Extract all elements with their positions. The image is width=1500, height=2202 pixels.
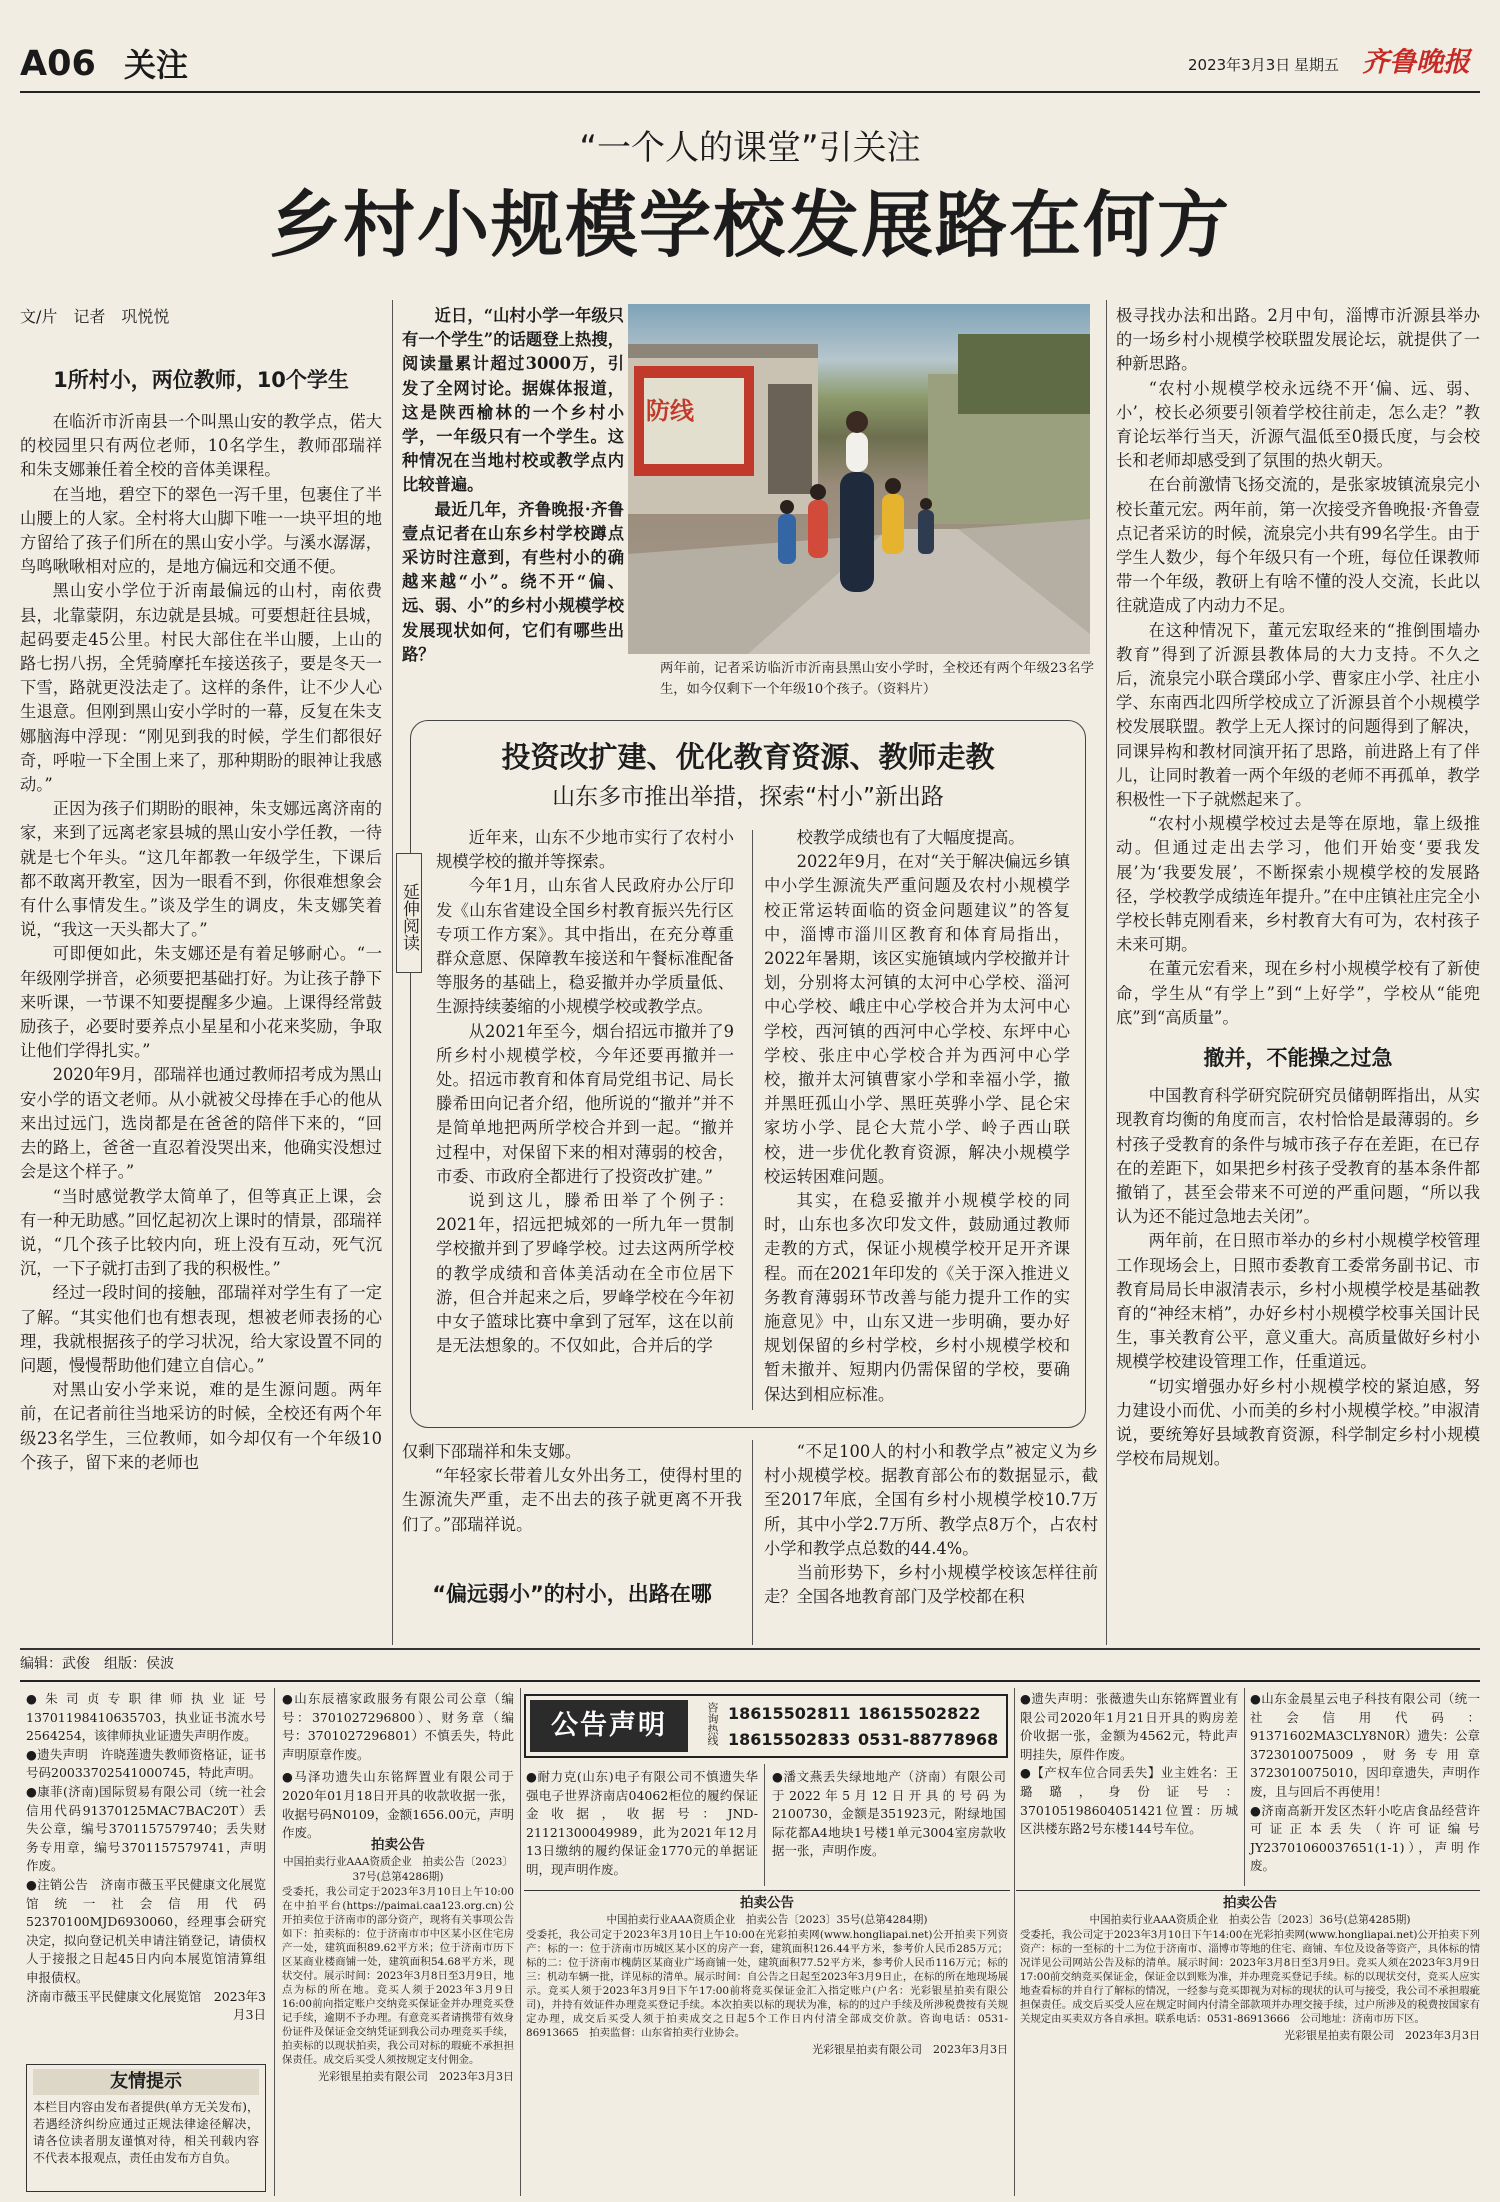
story-column-1 [20, 358, 382, 1638]
auction-signature: 光彩银星拍卖有限公司 2023年3月3日 [1284, 2029, 1480, 2042]
hotline-phone: 18615502822 [858, 1704, 981, 1723]
notice-item: ●朱司贞专职律师执业证号13701198410635703，执业证书流水号2564254，该律师执业证遗失声明作废。 [26, 1691, 266, 1744]
auction-title: 拍卖公告 [1223, 1895, 1277, 1911]
paragraph: 对黑山安小学来说，难的是生源问题。两年前，在记者前往当地采访的时候，全校还有两个年级23名学生，三位教师，如今却仅有一个年级10个孩子，留下来的老师也 [20, 1380, 382, 1472]
auction-title: 拍卖公告 [371, 1837, 425, 1853]
paragraph: 中国教育科学研究院研究员储朝晖指出，从实现教育均衡的角度而言，农村恰恰是最薄弱的。乡村孩子受教育的条件与城市孩子存在差距，在已存在的差距下，如果把乡村孩子受教育的基本条件都撤销了，甚至会带来不可逆的严重问题，“所以我认为还不能过急地去关闭”。 [1116, 1086, 1480, 1227]
paragraph: “当时感觉教学太简单了，但等真正上课，会有一种无助感。”回忆起初次上课时的情景，邵瑞祥说，“几个孩子比较内向，班上没有互动，死气沉沉，一下子就打击到了我的积极性。” [20, 1186, 382, 1279]
paragraph: 正因为孩子们期盼的眼神，朱支娜远离济南的家，来到了远离老家县城的黑山安小学任教，一待就是七个年头。“这几年都教一年级学生，下课后都不敢离开教室，因为一眼看不到，你很难想象会有什么事情发生。”谈及学生的调皮，朱支娜笑着说，“我这一天头都大了。” [20, 799, 382, 940]
notice-item: ●遗失声明：张薇遗失山东铭辉置业有限公司2020年1月21日开具的购房差价收据一张，金额为4562元，特此声明挂失，原件作废。 [1020, 1691, 1238, 1762]
ads-divider [274, 1688, 275, 2196]
subhead-remote-schools: “偏远弱小”的村小，出路在哪 [432, 1582, 712, 1606]
auction-notice-3 [1020, 1894, 1480, 2192]
ads-rule [20, 1680, 1480, 1682]
hotline-phone: 18615502833 [728, 1730, 851, 1749]
classified-column-6 [1250, 1690, 1480, 1886]
notice-item: ●遗失声明 许晓莲遗失教师资格证，证书号码20033702541000745，特此声明。 [26, 1746, 266, 1781]
paragraph: 今年1月，山东省人民政府办公厅印发《山东省建设全国乡村教育振兴先行区专项工作方案》。其中指出，在充分尊重群众意愿、保障教车接送和午餐标准配备等服务的基础上，稳妥撤并办学质量低、生源持续萎缩的小规模学校或教学点。 [436, 876, 734, 1017]
school-photo [628, 304, 1090, 654]
ads-divider [764, 1764, 765, 1886]
story-column-5 [1116, 304, 1480, 1640]
paragraph: 2022年9月，在对“关于解决偏远乡镇中小学生源流失严重问题及农村小规模学校正常运转面临的资金问题建议”的答复中，淄博市淄川区教育和体育局指出，2022年暑期，该区实施镇域内学校撤并计划，分别将太河镇的太河中心学校、淄河中心学校、峨庄中心学校合并为太河中心学校，西河镇的西河中心学校、东坪中心学校、张庄中心学校合并为西河中心学校，撤并太河镇曹家小学和幸福小学，撤并黑旺孤山小学、黑旺英骅小学、昆仑宋家坊小学、昆仑大荒小学、岭子西山联校，进一步优化教育资源，解决小规模学校运转困难问题。 [764, 852, 1070, 1186]
section-name: 关注 [124, 46, 189, 84]
paragraph: 在临沂市沂南县一个叫黑山安的教学点，偌大的校园里只有两位老师，10名学生，教师邵瑞祥和朱支娜兼任着全校的音体美课程。 [20, 412, 382, 480]
photo-banner-text: 防线 [646, 397, 694, 425]
notice-item: ●潘文燕丢失绿地地产（济南）有限公司于2022年5月12日开具的号码为2100730，金额是351923元，附绿地国际花都A4地块1号楼1单元3004室房款收据一张，声明作废。 [772, 1769, 1006, 1859]
auction-text: 受委托，我公司定于2023年3月10日下午14:00在光彩拍卖网(www.hongliapai.net)公开拍卖下列资产：标的一至标的十二为位于济南市、淄博市等地的住宅、商铺、车位及设备等资产，具体标的情况详见公司网站公告及标的清单。展示时间：2023年3月8日至3月9日。竞买人须在2023年3月9日17:00前交纳竞买保证金，保证金以到账为准，并办理竞买登记手续。标的以现状交付，竞买人应实地查看标的并自行了解标的情况，一经参与竞买即视为对标的现状的认可与接受，我公司不承担瑕疵担保责任。成交后买受人应在规定时间内付清全部款项并办理交接手续，过户所涉及的税费按国家有关规定由买卖双方各自承担。联系电话：0531-86913666 公司地址：济南市历下区。 [1020, 1929, 1480, 2025]
box-subtitle: 山东多市推出举措，探索“村小”新出路 [552, 784, 944, 810]
auction-org: 中国拍卖行业AAA资质企业 拍卖公告〔2023〕35号(总第4284期) [606, 1914, 928, 1926]
byline: 文/片 记者 巩悦悦 [20, 307, 170, 326]
auction-notice-2 [526, 1894, 1008, 2192]
auction-signature: 光彩银星拍卖有限公司 2023年3月3日 [812, 2043, 1008, 2056]
masthead-rule [20, 91, 1480, 93]
issue-date: 2023年3月3日 [1188, 56, 1291, 74]
headline-title: 乡村小规模学校发展路在何方 [268, 183, 1231, 267]
notice-item: ●康菲(济南)国际贸易有限公司（统一社会信用代码91370125MAC7BAC20T）丢失公章，编号3701157579740；丢失财务专用章，编号3701157579741，声明作废。 [26, 1783, 266, 1874]
auction-org: 中国拍卖行业AAA资质企业 拍卖公告〔2023〕37号(总第4286期) [282, 1856, 513, 1883]
paragraph: 最近几年，齐鲁晚报·齐鲁壹点记者在山东乡村学校蹲点采访时注意到，有些村小的确越来越“小”。绕不开“偏、远、弱、小”的乡村小规模学校发展现状如何，它们有哪些出路？ [402, 499, 624, 664]
notice-item: ●山东金晨星云电子科技有限公司（统一社会信用代码：91371602MA3CLY8N0R）遗失：公章3723010075009，财务专用章3723010075010，因印章遗失，声明作废，且与回后不再使用！ [1250, 1691, 1480, 1799]
story-intro [402, 304, 624, 704]
ads-rule-inner [1016, 1890, 1480, 1891]
box-title: 投资改扩建、优化教育资源、教师走教 [501, 740, 995, 774]
auction-notice-1 [282, 1836, 514, 2192]
friendly-reminder-box [26, 2064, 266, 2192]
auction-text: 受委托，我公司定于2023年3月10日上午10:00在光彩拍卖网(www.hongliapai.net)公开拍卖下列资产：标的一：位于济南市历城区某小区的房产一套，建筑面积126.44平方米，参考价人民币285万元；标的二：位于济南市槐荫区某商业广场商铺一处，建筑面积77.52平方米，参考价人民币116万元；标的三：机动车辆一批，详见标的清单。展示时间：自公告之日起至2023年3月9日止，在标的所在地现场展示。竞买人须于2023年3月9日下午17:00前将竞买保证金汇入指定账户(户名：光彩银星拍卖有限公司)，并持有效证件办理竞买登记手续。本次拍卖以标的现状为准，标的的过户手续及所涉税费按有关规定办理，成交后买受人须于拍卖成交之日起5个工作日内付清全部成交价款。咨询电话：0531-86913665 拍卖监督：山东省拍卖行业协会。 [526, 1929, 1008, 2039]
paragraph: “不足100人的村小和教学点”被定义为乡村小规模学校。据教育部公布的数据显示，截至2017年底，全国有乡村小规模学校10.7万所，其中小学2.7万所、教学点8万个，占农村小学和教学点总数的44.4%。 [764, 1442, 1098, 1558]
paragraph: 黑山安小学位于沂南最偏远的山村，南依费县，北靠蒙阴，东边就是县城。可要想赶往县城，起码要走45公里。村民大部住在半山腰，上山的路七拐八拐，全凭骑摩托车接送孩子，要是冬天一下雪，路就更没法走了。这样的条件，让不少人心生退意。但刚到黑山安小学时的一幕，反复在朱支娜脑海中浮现：“刚见到我的时候，学生们都很好奇，呼啦一下全围上来了，那种期盼的眼神让我感动。” [20, 581, 382, 795]
subhead-village-school: 1所村小，两位教师，10个学生 [53, 368, 349, 392]
paragraph: 校教学成绩也有了大幅度提高。 [796, 828, 1025, 847]
headline-kicker: “一个人的课堂”引关注 [579, 128, 921, 168]
classified-column-2 [282, 1690, 514, 1841]
classified-column-5 [1020, 1690, 1238, 1886]
auction-title: 拍卖公告 [740, 1895, 794, 1911]
editor-credits: 编辑：武俊 组版：侯波 [20, 1656, 174, 1672]
classified-column-1 [26, 1690, 266, 2058]
notice-banner-title: 公告声明 [530, 1700, 688, 1752]
paragraph: 说到这儿，滕希田举了个例子：2021年，招远把城郊的一所九年一贯制学校撤并到了罗峰学校。过去这两所学校的教学成绩和音体美活动在全市位居下游，但合并起来之后，罗峰学校在今年初中女子篮球比赛中拿到了冠军，这在以前是无法想象的。不仅如此，合并后的学 [436, 1191, 734, 1356]
classified-column-3 [526, 1768, 758, 1884]
notice-item: ●注销公告 济南市薇玉平民健康文化展览馆统一社会信用代码52370100MJD6930060，经理事会研究决定，拟向登记机关申请注销登记，请债权人于接报之日起45日内向本展览馆清算组申报债权。 [26, 1876, 266, 1985]
related-reading-label: 延伸阅读 [396, 853, 422, 973]
paragraph: 在董元宏看来，现在乡村小规模学校有了新使命，学生从“有学上”到“上好学”，学校从“能兜底”到“高质量”。 [1116, 959, 1480, 1027]
box-column-divider [752, 830, 753, 1410]
paragraph: 在当地，碧空下的翠色一泻千里，包裹住了半山腰上的人家。全村将大山脚下唯一一块平坦的地方留给了孩子们所在的黑山安小学。与溪水潺潺，鸟鸣啾啾相对应的，是地方偏远和交通不便。 [20, 484, 382, 577]
paragraph: 近年来，山东不少地市实行了农村小规模学校的撤并等探索。 [436, 828, 734, 872]
hotline-label: 咨询热线 [706, 1702, 719, 1746]
issue-weekday: 星期五 [1294, 56, 1340, 74]
paragraph: “农村小规模学校过去是等在原地，靠上级推动。但通过走出去学习，他们开始变‘要我发展’为‘我要发展’，不断探索小规模学校的发展路径，学校教学成绩连年提升。”在中庄镇社庄完全小学校长韩克刚看来，乡村教育大有可为，农村孩子未来可期。 [1116, 814, 1480, 955]
column-divider [1106, 300, 1107, 1645]
paragraph: 从2021年至今，烟台招远市撤并了9所乡村小规模学校，今年还要再撤并一处。招远市教育和体育局党组书记、局长滕希田向记者介绍，他所说的“撤并”并不是简单地把两所学校合并到一起。“撤并过程中，对保留下来的相对薄弱的校舍，市委、市政府全都进行了投资改扩建。” [436, 1021, 734, 1186]
paper-logo: 齐鲁晚报 [1362, 47, 1470, 78]
story-continued-b [764, 1440, 1098, 1640]
photo-caption: 两年前，记者采访临沂市沂南县黑山安小学时，全校还有两个年级23名学生，如今仅剩下一个年级10个孩子。（资料片） [660, 661, 1094, 697]
notice-item: ●山东辰禧家政服务有限公司公章（编号：3701027296800）、财务章（编号：3701027296801）不慎丢失，特此声明原章作废。 [282, 1691, 514, 1762]
paragraph: 其实，在稳妥撤并小规模学校的同时，山东也多次印发文件，鼓励通过教师走教的方式，保证小规模学校开足开齐课程。而在2021年印发的《关于深入推进义务教育薄弱环节改善与能力提升工作的实施意见》中，山东又进一步明确，要办好规划保留的乡村学校，乡村小规模学校和暂未撤并、短期内仍需保留的学校，要确保达到相应标准。 [764, 1191, 1070, 1404]
paragraph: 极寻找办法和出路。2月中旬，淄博市沂源县举办的一场乡村小规模学校联盟发展论坛，就提供了一种新思路。 [1116, 306, 1480, 374]
notice-item: ●马泽功遗失山东铭辉置业有限公司于2020年01月18日开具的收款收据一张，收据号码N0109，金额1656.00元，声明作废。 [282, 1769, 514, 1841]
paragraph: 当前形势下，乡村小规模学校该怎样往前走？全国各地教育部门及学校都在积 [764, 1563, 1098, 1607]
paragraph: 两年前，在日照市举办的乡村小规模学校管理工作现场会上，日照市委教育工委常务副书记、市教育局局长申淑清表示，乡村小规模学校是基础教育的“神经末梢”，办好乡村小规模学校事关国计民生，事关教育公平，意义重大。高质量做好乡村小规模学校建设管理工作，任重道远。 [1116, 1231, 1480, 1372]
ads-divider [1244, 1688, 1245, 1886]
box-column-b [764, 826, 1070, 1416]
photo-scene [628, 304, 1090, 654]
auction-signature: 光彩银星拍卖有限公司 2023年3月3日 [318, 2070, 514, 2083]
friendly-reminder-text: 本栏目内容由发布者提供(单方无关发布)，若遇经济纠纷应通过正规法律途径解决，请各位读者朋友谨慎对待，相关刊载内容不代表本报观点，责任由发布方自负。 [33, 2100, 259, 2165]
notice-item: ●济南高新开发区杰轩小吃店食品经营许可证正本丢失（许可证编号JY23701060037651(1-1)），声明作废。 [1250, 1802, 1480, 1874]
paragraph: “年轻家长带着儿女外出务工，使得村里的生源流失严重，走不出去的孩子就更离不开我们了。”邵瑞祥说。 [402, 1466, 742, 1534]
notice-item: ●【产权车位合同丢失】业主姓名：王璐璐，身份证号：370105198604051421位置：历城区洪楼东路2号东楼144号车位。 [1020, 1765, 1238, 1837]
paragraph: “切实增强办好乡村小规模学校的紧迫感，努力建设小而优、小而美的乡村小规模学校。”申淑清说，要统筹好县域教育资源，科学制定乡村小规模学校布局规划。 [1116, 1376, 1480, 1469]
box-column-a [436, 826, 734, 1416]
editorial-rule [20, 1648, 1480, 1650]
subhead-merger: 撤并，不能操之过急 [1203, 1046, 1393, 1071]
paragraph: 经过一段时间的接触，邵瑞祥对学生有了一定了解。“其实他们也有想表现，想被老师表扬的心理，我就根据孩子的学习状况，给大家设置不同的问题，慢慢帮助他们建立自信心。” [20, 1283, 382, 1375]
classified-column-4 [772, 1768, 1006, 1884]
ads-divider [1014, 1688, 1015, 2196]
paragraph: 在台前激情飞扬交流的，是张家坡镇流泉完小校长董元宏。两年前，第一次接受齐鲁晚报·齐鲁壹点记者采访的时候，流泉完小共有99名学生。由于学生人数少，每个年级只有一个班，每位任课教师带一个年级，教研上有啥不懂的没人交流，长此以往就造成了内动力不足。 [1116, 475, 1480, 616]
friendly-reminder-title: 友情提示 [33, 2069, 259, 2095]
hotline-phone: 0531-88778968 [858, 1730, 999, 1749]
paragraph: 在这种情况下，董元宏取经来的“推倒围墙办教育”得到了沂源县教体局的大力支持。不久之后，流泉完小联合璞邱小学、曹家庄小学、社庄小学、东南西北四所学校成立了沂源县首个小规模学校发展联盟。教学上无人探讨的问题得到了解决，同课异构和教材同演开拓了思路，前进路上有了伴儿，让同时教着一两个年级的老师不再孤单，教学积极性一下子就燃起来了。 [1116, 620, 1480, 810]
column-divider [392, 300, 393, 1645]
paragraph: 可即便如此，朱支娜还是有着足够耐心。“一年级刚学拼音，必须要把基础打好。为让孩子静下来听课，一节课不知要提醒多少遍。上课得经常鼓励孩子，必要时要养点小星星和小花来奖励，争取让他们学得扎实。” [20, 944, 382, 1061]
notice-banner [524, 1694, 1008, 1758]
paragraph: “农村小规模学校永远绕不开‘偏、远、弱、小’，校长必须要引领着学校往前走，怎么走？”教育论坛举行当天，沂源气温低至0摄氏度，与会校长和老师却感受到了氛围的热火朝天。 [1116, 378, 1480, 471]
notice-item: ●耐力克(山东)电子有限公司不慎遗失华强电子世界济南店04062柜位的履约保证金收据，收据号：JND-21121300049989，此为2021年12月13日缴纳的履约保证金1770元的单据证明，现声明作废。 [526, 1769, 758, 1877]
story-continued-a [402, 1440, 742, 1560]
ads-rule-inner [524, 1890, 1010, 1891]
auction-text: 受委托，我公司定于2023年3月10日上午10:00在中拍平台(https://paimai.caa123.org.cn)公开拍卖位于济南市的部分资产，现将有关事项公告如下：拍卖标的：位于济南市市中区某小区住宅房产一处，建筑面积89.62平方米；位于济南市历下区某商业楼商铺一处，建筑面积54.68平方米，现状交付。展示时间：2023年3月8日至3月9日，地点为标的所在地。竞买人须于2023年3月9日16:00前向指定账户交纳竞买保证金并办理竞买登记手续，逾期不予办理。有意竞买者请携带有效身份证件及保证金交纳凭证到我公司办理竞买手续，拍卖标的以现状拍卖，我公司对标的瑕疵不承担担保责任。成交后买受人须按规定支付佣金。 [282, 1886, 514, 2066]
auction-org: 中国拍卖行业AAA资质企业 拍卖公告〔2023〕36号(总第4285期) [1089, 1914, 1411, 1926]
notice-signature: 济南市薇玉平民健康文化展览馆 2023年3月3日 [26, 1988, 266, 2023]
paragraph: 仅剩下邵瑞祥和朱支娜。 [402, 1442, 582, 1461]
column-divider [752, 1440, 753, 1645]
ads-divider [520, 1688, 521, 2196]
page-number: A06 [20, 44, 96, 84]
paragraph: 近日，“山村小学一年级只有一个学生”的话题登上热搜，阅读量累计超过3000万，引发了全网讨论。据媒体报道，这是陕西榆林的一个乡村小学，一年级只有一个学生。这种情况在当地村校或教学点内比较普遍。 [402, 306, 624, 495]
paragraph: 2020年9月，邵瑞祥也通过教师招考成为黑山安小学的语文老师。从小就被父母捧在手心的他从来出过远门，选岗都是在爸爸的陪伴下来的，“回去的路上，爸爸一直忍着没哭出来，他确实没想过会是这个样子。” [20, 1065, 382, 1182]
hotline-phone: 18615502811 [728, 1704, 851, 1723]
